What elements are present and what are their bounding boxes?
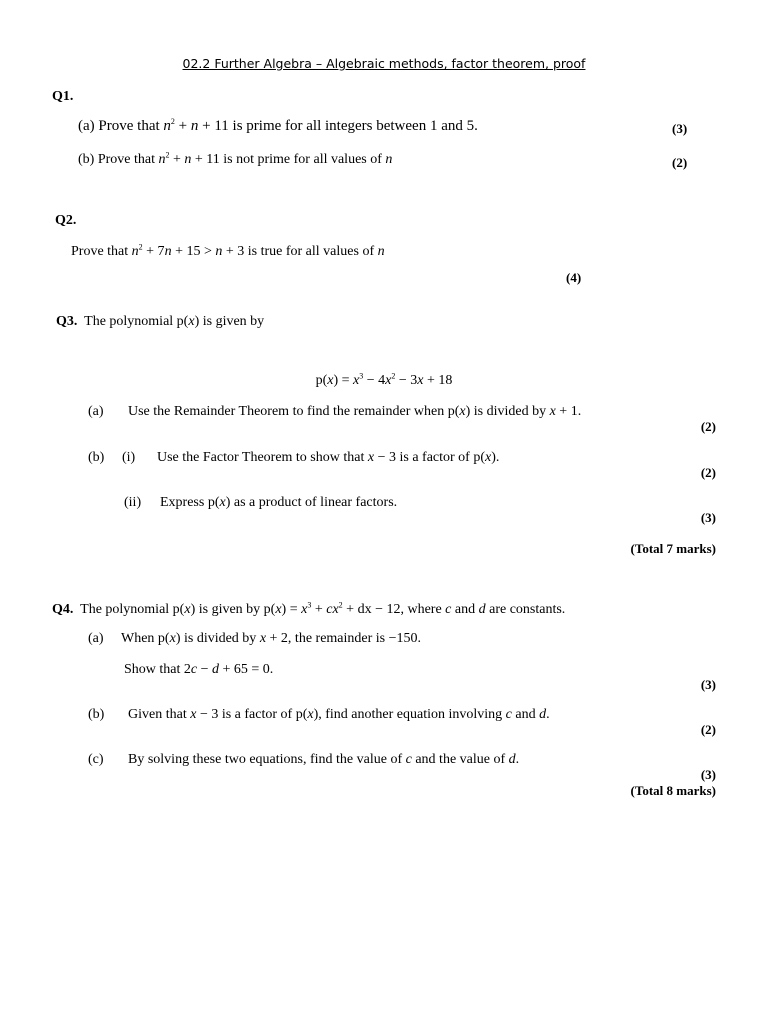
- q3bii-marks: (3): [700, 510, 716, 525]
- q4-intro: Q4. The polynomial p(x) is given by $p(x) = x^3 + cx^2$ + dx − 12, where c and d are constants.: [52, 600, 566, 617]
- q3bii-tag: (ii): [124, 495, 142, 510]
- q1a-text: (a) Prove that $n^2 + n + 11$ is prime for all integers between 1 and 5.: [78, 117, 478, 134]
- q2-label: Q2.: [55, 213, 77, 228]
- q4c-tag: (c): [88, 752, 104, 767]
- q4c-text: By solving these two equations, find the value of c and the value of d.: [128, 752, 520, 767]
- page-title: 02.2 Further Algebra – Algebraic methods, factor theorem, proof: [182, 56, 586, 71]
- q2-text: Prove that $n^2 + 7n + 15 > n + 3$ is true for all values of n: [71, 242, 385, 259]
- q3bi-text: Use the Factor Theorem to show that x − 3 is a factor of p(x).: [157, 450, 500, 465]
- q2-marks: (4): [566, 270, 582, 285]
- q4b-marks: (2): [700, 722, 716, 737]
- q1b-marks: (2): [672, 155, 688, 170]
- q4a-text: When p(x) is divided by x + 2, the remainder is −150.: [121, 631, 422, 646]
- q3bi-tag: (i): [122, 450, 136, 465]
- q4-total-marks: (Total 8 marks): [630, 783, 716, 798]
- q4-label: Q4.: [52, 602, 74, 617]
- q1b-text: (b) Prove that $n^2 + n + 11$ is not prime for all values of n: [78, 150, 393, 167]
- q4c-marks: (3): [700, 767, 716, 782]
- q4a-tag: (a): [88, 631, 104, 646]
- q4a-show-text: Show that 2c − d + 65 = 0.: [124, 662, 274, 677]
- q3-label: Q3.: [56, 314, 78, 329]
- q3-intro: Q3. The polynomial p(x) is given by: [56, 314, 265, 329]
- q3-total-marks: (Total 7 marks): [630, 541, 716, 556]
- q3a-tag: (a): [88, 404, 104, 419]
- q4b-text: Given that x − 3 is a factor of p(x), find another equation involving c and d.: [128, 707, 550, 722]
- q3bii-text: Express p(x) as a product of linear factors.: [160, 495, 398, 510]
- q4a-marks: (3): [700, 677, 716, 692]
- q3a-text: Use the Remainder Theorem to find the remainder when p(x) is divided by x + 1.: [128, 404, 582, 419]
- q3-equation: $p(x) = x^3 - 4x^2 - 3x + 18$: [315, 371, 453, 388]
- q4b-tag: (b): [88, 707, 105, 722]
- q3b-tag: (b): [88, 450, 105, 465]
- q1-label: Q1.: [52, 89, 74, 104]
- q3a-marks: (2): [700, 419, 716, 434]
- q3bi-marks: (2): [700, 465, 716, 480]
- q1a-marks: (3): [672, 121, 688, 136]
